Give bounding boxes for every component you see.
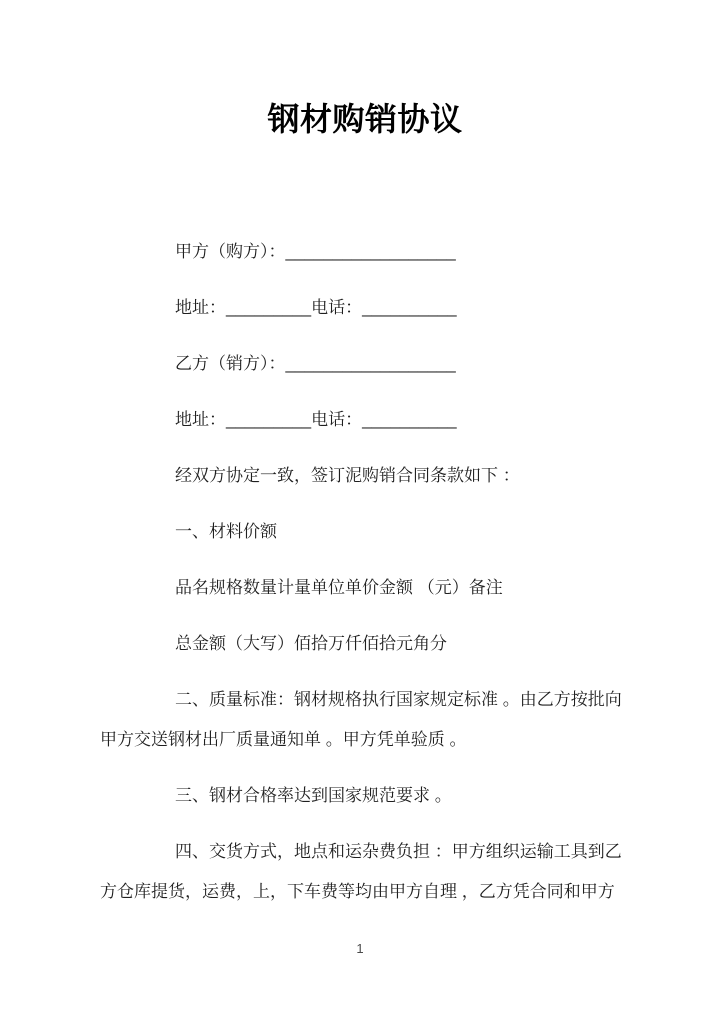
paragraph-line: 四、交货方式，地点和运杂费负担 ：甲方组织运输工具到乙 [175,842,622,861]
paragraph-price-table-header [100,568,630,608]
paragraph-line: 方仓库提货，运费，上，下车费等均由甲方自理 ，乙方凭合同和甲方 [100,882,615,901]
paragraph-line: 甲方（购方）：__________________ [175,242,456,261]
paragraph-line: 一、材料价额 [175,522,277,541]
paragraph-line: 总金额（大写）佰拾万仟佰拾元角分 [175,634,447,653]
paragraph-line: 二、质量标准：钢材规格执行国家规定标准 。由乙方按批向 [175,690,622,709]
paragraph-line: 地址：_________电话：__________ [175,410,457,429]
paragraph-clause-4 [100,832,630,912]
paragraph-line: 乙方（销方）：__________________ [175,354,456,373]
paragraph-line: 地址：_________电话：__________ [175,298,457,317]
paragraph-line: 甲方交送钢材出厂质量通知单 。甲方凭单验质 。 [100,730,467,749]
paragraph-total-amount [100,624,630,664]
paragraph-party-a-address [100,288,630,328]
paragraph-party-b [100,344,630,384]
paragraph-line: 经双方协定一致，签订泥购销合同条款如下 ： [175,466,520,485]
paragraph-line: 品名规格数量计量单位单价金额 （元）备注 [175,578,503,597]
paragraph-party-a [100,232,630,272]
document-title: 钢材购销协议 [267,101,463,137]
paragraph-clause-1-heading [100,512,630,552]
paragraph-line: 三、钢材合格率达到国家规范要求 。 [175,786,452,805]
paragraph-clause-3 [100,776,630,816]
paragraph-party-b-address [100,400,630,440]
paragraph-clause-2 [100,680,630,760]
page-number: 1 [356,941,364,956]
document-content [0,99,720,912]
paragraph-preamble [100,456,630,496]
